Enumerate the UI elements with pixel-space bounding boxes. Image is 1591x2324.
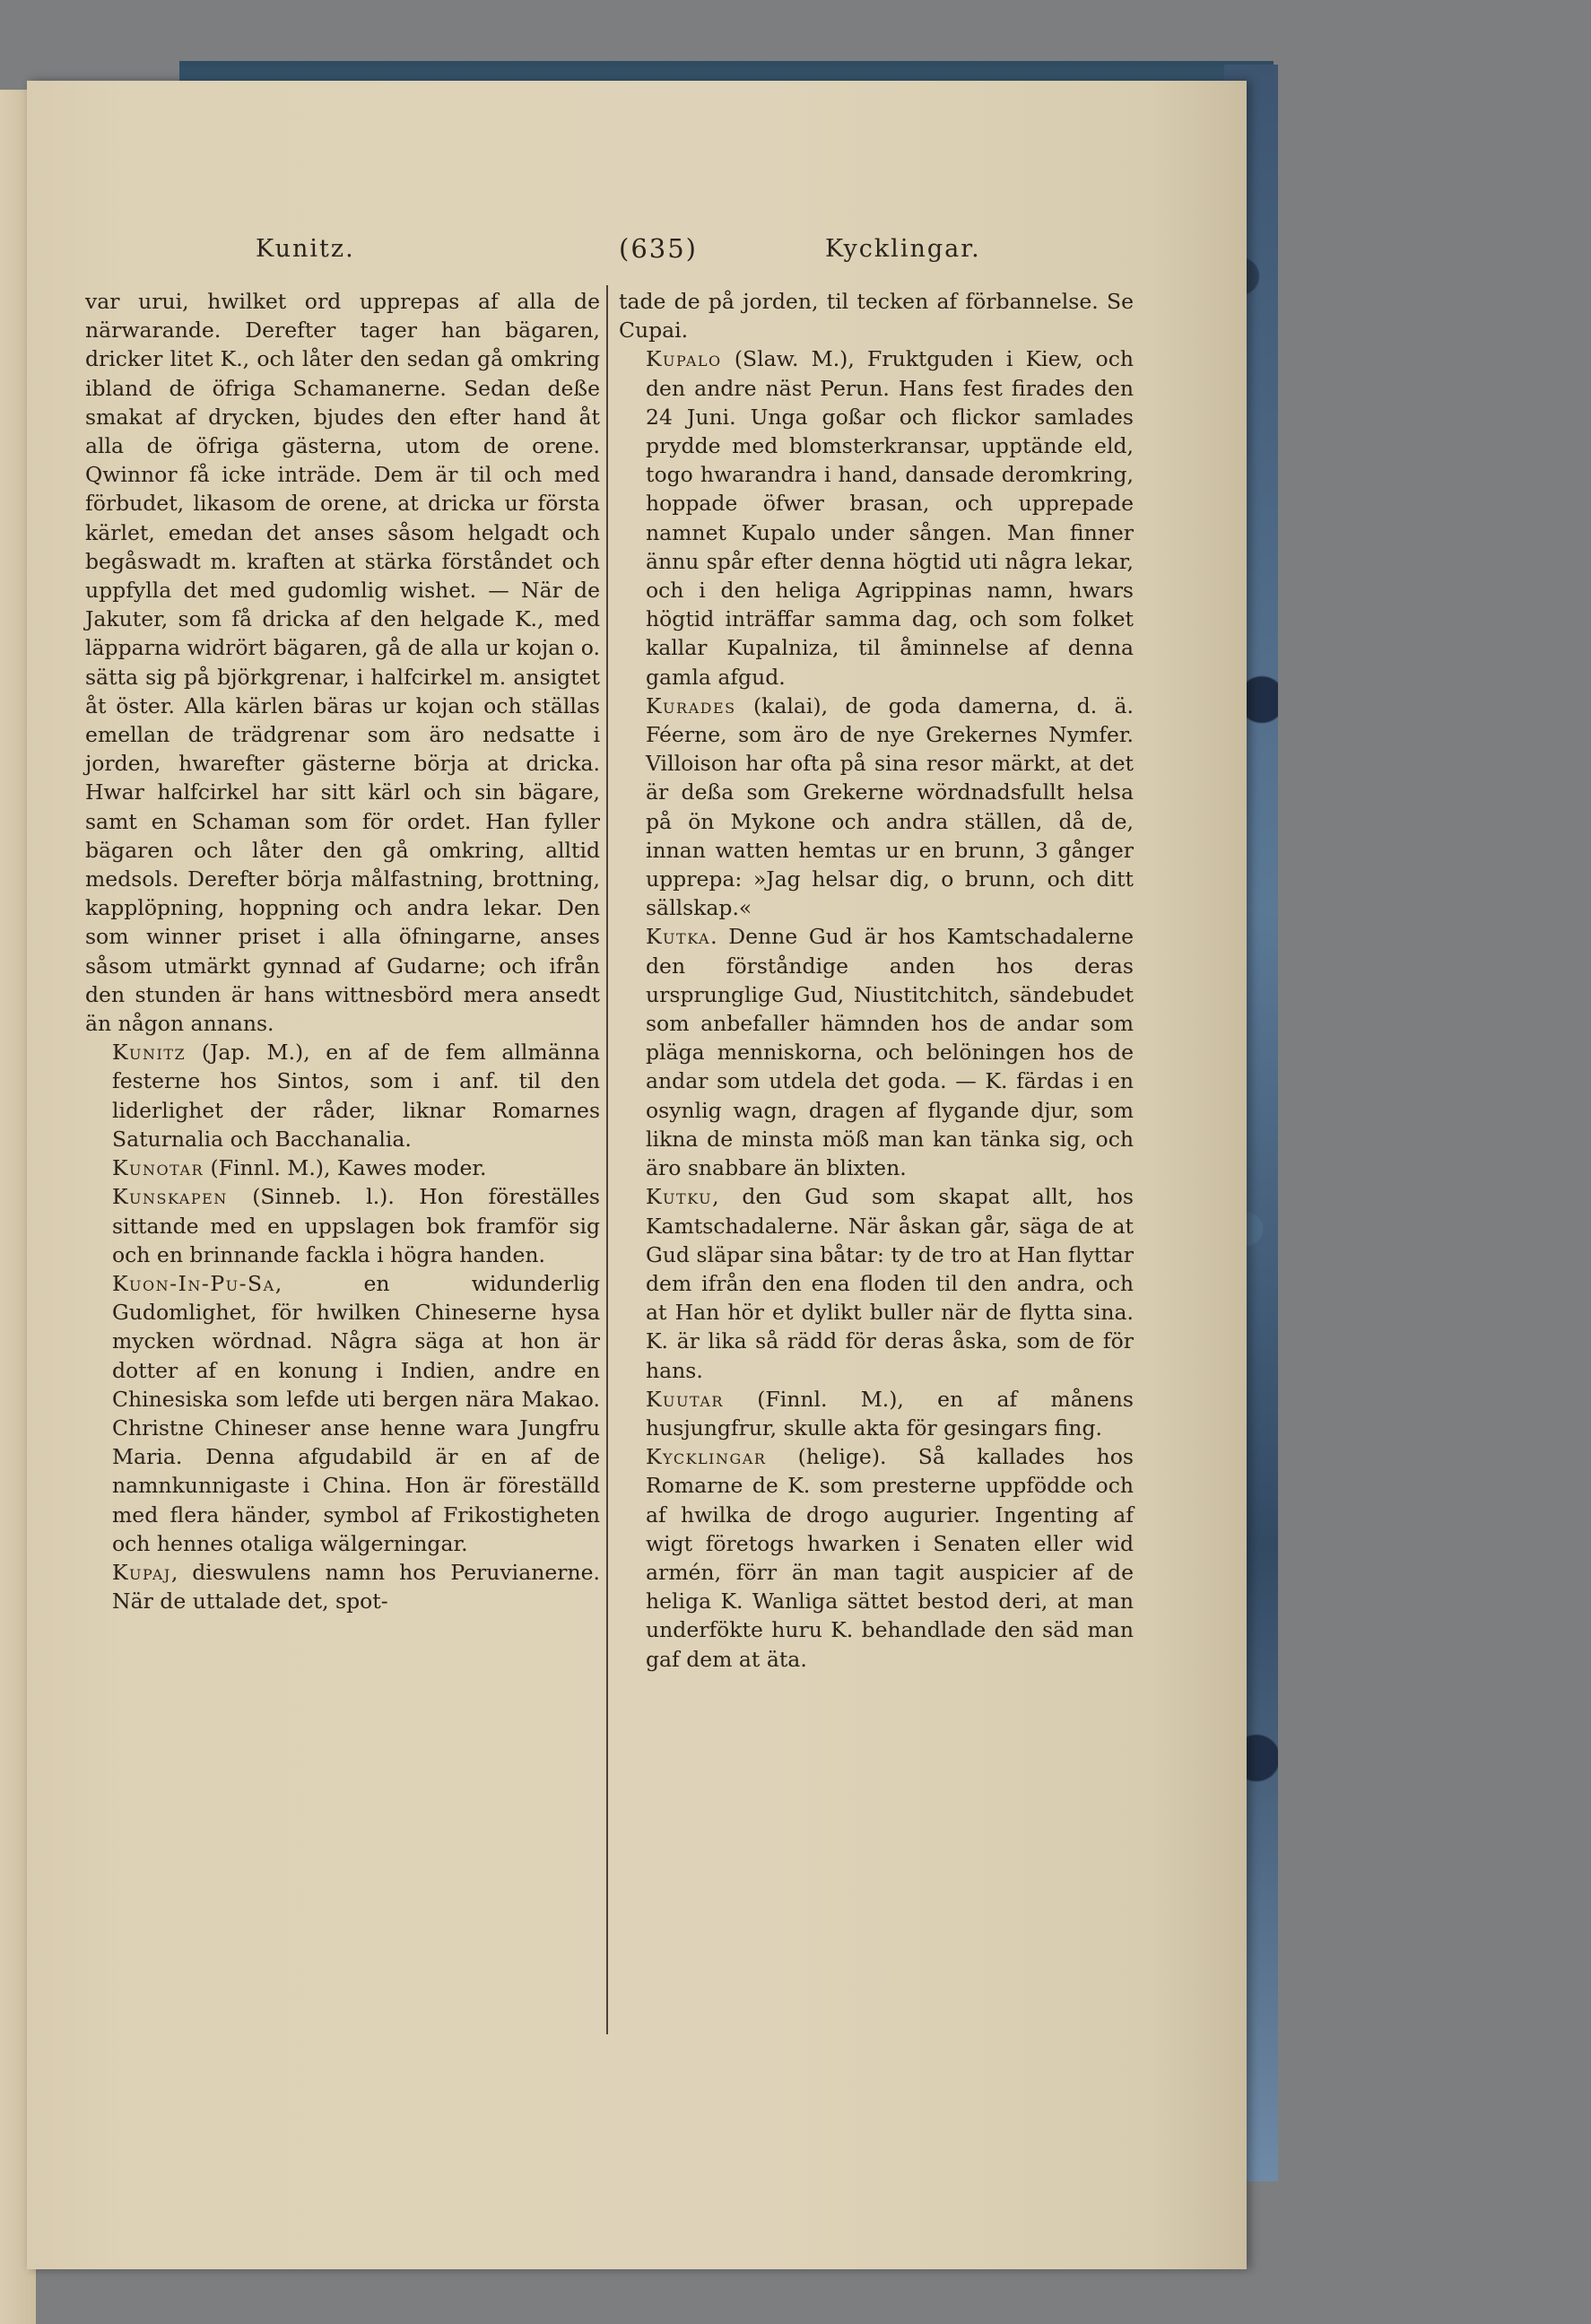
- right-column: [619, 287, 1134, 1674]
- header-left-guide-word: Kunitz.: [256, 235, 355, 263]
- entry: [85, 1558, 600, 1615]
- entry-text: . Denne Gud är hos Kamtschadalerne den förståndige anden hos deras ursprunglige Gud, Niustitchitch, sändebudet som anbefaller hämnden hos de andar som pläga menniskorna, och belöningen hos de andar som utdela det goda. — K. färdas i en osynlig wagn, dragen af flygande djur, som likna de minsta möß man kan tänka sig, och äro snabbare än blixten.: [646, 924, 1134, 1181]
- entry-headword: Kycklingar: [646, 1444, 767, 1470]
- entry: [85, 1269, 600, 1558]
- entry: [85, 1182, 600, 1269]
- entry-headword: Kutka: [646, 924, 711, 950]
- entry-text: (kalai), de goda damerna, d. ä. Féerne, som äro de nye Grekernes Nymfer. Villoison har ofta på sina resor märkt, at det är deßa som Grekerne wördnadsfullt helsa på ön Mykone och andra ställen, då de, innan watten hemtas ur en brunn, 3 gånger upprepa: »Jag helsar dig, o brunn, och ditt sällskap.«: [646, 692, 1134, 921]
- entry-text: (Jap. M.), en af de fem allmänna festerne hos Sintos, som i anf. til den liderlighet der råder, liknar Romarnes Saturnalia och Bacchanalia.: [112, 1040, 600, 1152]
- entry-headword: Kunotar: [112, 1155, 204, 1181]
- entry-text: (Slaw. M.), Fruktguden i Kiew, och den andre näst Perun. Hans fest firades den 24 Juni. Unga goßar och flickor samlades prydde med blomsterkransar, upptände eld, togo hwarandra i hand, dansade deromkring, hoppade öfwer brasan, och upprepade namnet Kupalo under sången. Man finner ännu spår efter denna högtid uti några lekar, och i den heliga Agrippinas namn, hwars högtid inträffar samma dag, och som folket kallar Kupalniza, til åminnelse af denna gamla afgud.: [646, 346, 1134, 690]
- entry-text: , en widunderlig Gudomlighet, för hwilken Chineserne hysa mycken wördnad. Några säga at hon är dotter af en konung i Indien, andre en Chinesiska som lefde uti bergen nära Makao. Christne Chineser anse henne wara Jungfru Maria. Denna afgudabild är en af de namnkunnigaste i China. Hon är föreställd med flera händer, symbol af Frikostigheten och hennes otaliga wälgerningar.: [112, 1270, 600, 1556]
- entry-text: (Finnl. M.), en af månens husjungfrur, skulle akta för gesingars fing.: [646, 1386, 1134, 1441]
- entry-headword: Kunitz: [112, 1040, 187, 1066]
- column-divider: [606, 285, 608, 2034]
- entry-headword: Kupalo: [646, 346, 722, 372]
- entry-text: , den Gud som skapat allt, hos Kamtschadalerne. När åskan går, säga de at Gud släpar sina båtar: ty de tro at Han flyttar dem ifrån den ena floden til den andra, och at Han hör et dylikt buller när de flytta sina. K. är lika så rädd för deras åska, som de för hans.: [646, 1184, 1134, 1383]
- entry-text: var urui, hwilket ord upprepas af alla de närwarande. Derefter tager han bägaren, dricker litet K., och låter den sedan gå omkring ibland de öfriga Schamanerne. Sedan deße smakat af drycken, bjudes den efter hand åt alla de öfriga gästerna, utom de orene. Qwinnor få icke inträde. Dem är til och med förbudet, likasom de orene, at dricka ur första kärlet, emedan det anses såsom helgadt och begåswadt m. kraften at stärka förståndet och uppfylla det med gudomlig wishet. — När de Jakuter, som få dricka af den helgade K., med läpparna widrört bägaren, gå de alla ur kojan o. sätta sig på björkgrenar, i halfcirkel m. ansigtet åt öster. Alla kärlen bäras ur kojan och ställas emellan de trädgrenar som äro nedsatte i jorden, hwarefter gästerne börja at dricka. Hwar halfcirkel har sitt kärl och sin bägare, samt en Schaman som för ordet. Han fyller bägaren och låter den gå omkring, alltid medsols. Derefter börja målfastning, brottning, kapplöpning, hoppning och andra lekar. Den som winner priset i alla öfningarne, anses såsom utmärkt gynnad af Gudarne; och ifrån den stunden är hans wittnesbörd mera ansedt än någon annans.: [85, 289, 600, 1037]
- header-right-guide-word: Kycklingar.: [825, 235, 981, 263]
- entry: [85, 287, 600, 1038]
- entry-headword: Kutku: [646, 1184, 713, 1210]
- entry: [619, 344, 1134, 691]
- entry: [85, 1153, 600, 1182]
- entry: [619, 1385, 1134, 1442]
- left-column: [85, 287, 600, 1615]
- entry: [619, 287, 1134, 344]
- entry: [619, 692, 1134, 923]
- entry-text: (Sinneb. l.). Hon föreställes sittande med en uppslagen bok framför sig och en brinnande fackla i högra handen.: [112, 1184, 600, 1267]
- entry: [619, 1182, 1134, 1384]
- page-header: [72, 235, 1126, 271]
- entry-text: (helige). Så kallades hos Romarne de K. som presterne uppfödde och af hwilka de drogo augurier. Ingenting af wigt företogs hwarken i Senaten eller wid armén, förr än man tagit auspicier af de heliga K. Wanliga sättet bestod deri, at man underfökte huru K. behandlade den säd man gaf dem at äta.: [646, 1444, 1134, 1672]
- entry: [619, 922, 1134, 1182]
- entry: [619, 1442, 1134, 1674]
- entry-headword: Kunskapen: [112, 1184, 228, 1210]
- entry-headword: Kuutar: [646, 1386, 724, 1412]
- entry-text: (Finnl. M.), Kawes moder.: [210, 1155, 487, 1181]
- entry-headword: Kurades: [646, 692, 736, 718]
- page-number: (635): [619, 233, 698, 264]
- entry: [85, 1038, 600, 1153]
- entry-text: tade de på jorden, til tecken af förbannelse. Se Cupai.: [619, 289, 1134, 344]
- entry-headword: Kuon-In-Pu-Sa: [112, 1270, 275, 1296]
- entry-text: , dieswulens namn hos Peruvianerne. När de uttalade det, spot-: [112, 1559, 600, 1615]
- entry-headword: Kupaj: [112, 1559, 171, 1585]
